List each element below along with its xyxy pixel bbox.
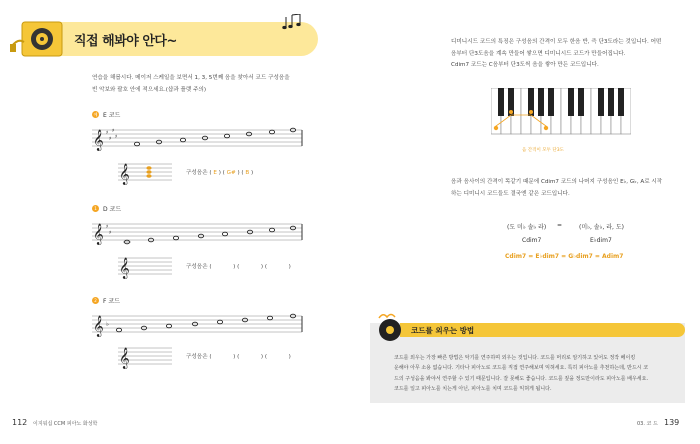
section-e-label: [92, 110, 120, 119]
svg-text:♯: ♯: [112, 128, 115, 134]
answer-sep: ) (: [237, 170, 244, 176]
music-notes-icon: [282, 14, 304, 32]
section-d-title: D 코드: [103, 206, 122, 213]
answer-sep: ) (: [260, 264, 268, 270]
svg-text:♯: ♯: [106, 224, 109, 230]
svg-text:𝄞: 𝄞: [119, 348, 130, 369]
tip-line: 운해야 아무 소용 없습니다. 기타나 피아노로 코드를 직접 연주해보며 익혀세요. 특히 피아노를 추천하는데, 반드시 코: [394, 365, 649, 372]
section-e-answer: [186, 168, 253, 176]
svg-text:♯: ♯: [106, 130, 109, 136]
eq-row1-mid: =: [557, 222, 563, 229]
left-footer: 이지워십 CCM 피아노 화성학: [33, 421, 98, 427]
example-badge: 예: [93, 112, 98, 117]
cassette-illustration-icon: [10, 16, 66, 62]
text-line: Cdim7 코드는 C음부터 단3도씩 음을 쌓아 만든 코드입니다.: [451, 62, 599, 68]
eq-row1-right: (미♭, 솔♭, 라, 도): [579, 224, 624, 231]
intro-line: 빈 악보와 괄호 안에 적으세요.(샵과 플랫 주의): [92, 87, 207, 93]
right-paragraph-1: [451, 37, 691, 72]
eq-row3: Cdim7 = E♭dim7 = G♭dim7 = Adim7: [505, 253, 624, 260]
answer-prefix: 구성음은 (: [186, 170, 212, 176]
svg-text:𝄞: 𝄞: [119, 258, 130, 279]
svg-text:♯: ♯: [109, 230, 112, 236]
staff-d-chord: [118, 254, 174, 280]
staff-f-scale: [92, 312, 304, 338]
section-title: 직접 해봐야 안다~: [74, 34, 177, 49]
answer-sep: ) (: [218, 170, 225, 176]
answer-sep: ) (: [260, 354, 268, 360]
svg-text:♭: ♭: [106, 321, 109, 328]
answer-3[interactable]: B: [245, 170, 250, 176]
staff-e-scale: [92, 126, 304, 152]
svg-text:𝄞: 𝄞: [119, 164, 130, 185]
answer-prefix: 구성음은 (: [186, 354, 212, 360]
staff-d-scale: [92, 220, 304, 246]
text-line: 디미니시드 코드의 특징은 구성음의 간격이 모두 한음 반, 즉 단3도라는 것입니다. 어떤: [451, 39, 662, 45]
staff-e-chord: [118, 160, 174, 186]
section-d-answer: [186, 262, 291, 270]
section-f-answer: [186, 352, 291, 360]
tip-box-title: 코드를 외우는 방법: [411, 326, 475, 335]
text-line: 음과 음사이의 간격이 똑같기 때문에 Cdim7 코드의 나머지 구성음인 E♭, G♭, A로 시작: [451, 179, 663, 185]
tip-line: 드의 구성음을 봐야서 연주할 수 있기 때문입니다. 잘 못해도 좋습니다. 코드를 짚을 정도만이라도 피아노를 배우세요.: [394, 375, 649, 382]
staff-f-chord: [118, 344, 174, 370]
intro-text: [92, 72, 307, 96]
svg-text:𝄞: 𝄞: [93, 316, 104, 337]
section-d-label: [92, 204, 121, 213]
piano-keyboard: [491, 88, 631, 136]
section-f-badge: 2: [92, 297, 99, 304]
section-e-title: E 코드: [103, 112, 121, 119]
eq-row2-left: Cdim7: [522, 237, 542, 244]
right-page-number: 139: [664, 418, 680, 427]
eq-row1-left: (도 미♭ 솔♭ 라): [507, 224, 547, 231]
vinyl-record-icon: [373, 312, 407, 342]
keyboard-caption: 음 간격이 모두 단3도: [522, 148, 564, 153]
answer-prefix: 구성음은 (: [186, 264, 212, 270]
section-f-label: [92, 296, 120, 305]
tip-line: 코드를 일고 피아노를 치는게 아닌, 피아노를 치며 코드를 익혀게 됩니다.: [394, 385, 552, 392]
right-paragraph-2: [451, 177, 691, 200]
tip-line: 코드를 외우는 가장 빠른 방법은 악기를 연주하며 외우는 것입니다. 코드를 머리로 암기하고 있어도 정작 베이킹: [394, 355, 636, 361]
text-line: 하는 디미니시 코드들도 결국엔 같은 코드입니다.: [451, 190, 570, 197]
svg-text:♯: ♯: [109, 136, 112, 142]
section-f-title: F 코드: [103, 298, 120, 305]
right-footer: 03. 코 드: [637, 421, 658, 427]
section-d-badge: 1: [92, 205, 99, 212]
intro-line: 연습을 해봅시다. 메이저 스케일을 보면서 1, 3, 5번째 음을 찾아서 코드 구성음을: [92, 75, 290, 81]
tip-box-body: [394, 353, 684, 394]
svg-text:♯: ♯: [115, 134, 118, 140]
answer-sep: ) (: [233, 264, 240, 270]
answer-suffix: ): [288, 264, 291, 270]
eq-row2-right: E♭dim7: [590, 237, 612, 244]
text-line: 음부터 단3도음을 계속 만들어 쌓으면 디미니시드 코드가 만들어집니다.: [451, 50, 626, 57]
answer-suffix: ): [288, 354, 291, 360]
answer-suffix: ): [251, 170, 254, 176]
svg-text:𝄞: 𝄞: [93, 130, 104, 151]
answer-1[interactable]: E: [213, 170, 217, 176]
answer-sep: ) (: [233, 354, 240, 360]
answer-2[interactable]: G#: [226, 170, 236, 176]
svg-text:𝄞: 𝄞: [93, 224, 104, 245]
left-page-number: 112: [12, 418, 28, 427]
